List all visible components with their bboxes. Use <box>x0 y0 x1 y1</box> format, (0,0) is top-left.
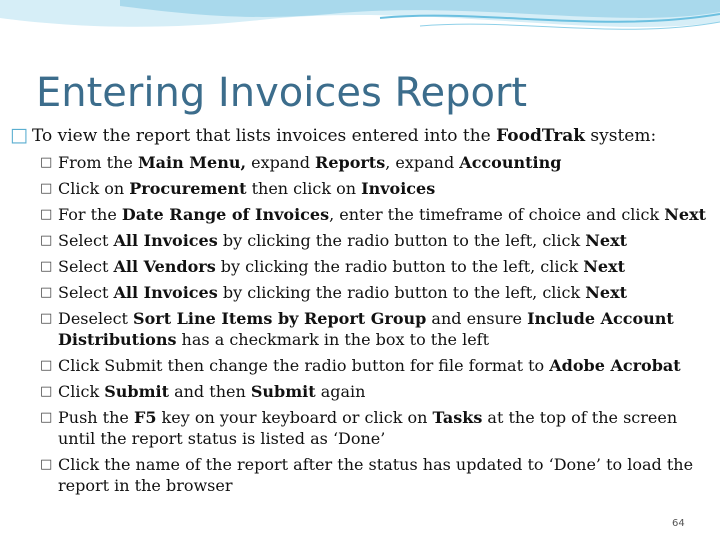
step-text: and then <box>169 382 251 401</box>
step-item <box>40 204 712 225</box>
step-item <box>40 178 712 199</box>
step-bold-text: Main Menu, <box>137 153 247 172</box>
step-text: Click the name of the report after the status has updated to ‘Done’ to load the report in the browser <box>58 455 694 495</box>
step-item <box>40 355 712 376</box>
step-text: Deselect <box>58 309 134 328</box>
step-text: again <box>315 382 366 401</box>
step-text: key on your keyboard or click on <box>156 408 433 427</box>
step-item <box>40 282 712 303</box>
step-bold-text: Include Account Distributions <box>58 309 674 349</box>
step-text: Select <box>58 257 114 276</box>
step-text: by clicking the radio button to the left, click <box>217 231 586 250</box>
instruction-steps-list <box>40 152 712 501</box>
step-bold-text: Sort Line Items by Report Group <box>133 309 427 328</box>
checkbox-bullet-icon: □ <box>40 207 53 222</box>
checkbox-bullet-icon: □ <box>40 311 53 326</box>
step-bold-text: Tasks <box>432 408 483 427</box>
step-item <box>40 308 712 350</box>
step-text: by clicking the radio button to the left, click <box>215 257 584 276</box>
step-bold-text: Submit <box>104 382 169 401</box>
step-text: then click on <box>246 179 362 198</box>
step-bold-text: Next <box>585 231 627 250</box>
step-bold-text: Date Range of Invoices <box>121 205 330 224</box>
step-bold-text: Adobe Acrobat <box>549 356 681 375</box>
step-bold-text: Next <box>585 283 627 302</box>
checkbox-bullet-icon: □ <box>10 124 28 146</box>
step-text: has a checkmark in the box to the left <box>176 330 490 349</box>
step-text: expand <box>246 153 316 172</box>
checkbox-bullet-icon: □ <box>40 457 53 472</box>
step-text: Click <box>58 382 105 401</box>
step-item <box>40 152 712 173</box>
step-bold-text: Submit <box>250 382 316 401</box>
step-bold-text: Procurement <box>129 179 247 198</box>
step-item <box>40 230 712 251</box>
step-item <box>40 407 712 449</box>
step-text: Select <box>58 231 114 250</box>
page-number: 64 <box>672 518 685 529</box>
intro-bullet <box>10 125 715 146</box>
checkbox-bullet-icon: □ <box>40 384 53 399</box>
step-text: by clicking the radio button to the left, click <box>217 283 586 302</box>
header-wave-decoration <box>0 0 720 60</box>
page-title: Entering Invoices Report <box>36 70 528 116</box>
checkbox-bullet-icon: □ <box>40 155 53 170</box>
checkbox-bullet-icon: □ <box>40 358 53 373</box>
step-bold-text: All Invoices <box>113 283 218 302</box>
step-item <box>40 454 712 496</box>
step-bold-text: Reports <box>315 153 386 172</box>
step-text: , enter the timeframe of choice and click <box>329 205 665 224</box>
step-bold-text: All Invoices <box>113 231 218 250</box>
intro-lead: To view the report that lists invoices entered into the <box>31 126 497 146</box>
step-bold-text: F5 <box>133 408 157 427</box>
step-bold-text: All Vendors <box>113 257 216 276</box>
checkbox-bullet-icon: □ <box>40 410 53 425</box>
checkbox-bullet-icon: □ <box>40 285 53 300</box>
step-item <box>40 256 712 277</box>
step-bold-text: Invoices <box>361 179 436 198</box>
step-text: For the <box>58 205 122 224</box>
step-text: Select <box>58 283 114 302</box>
step-text: Push the <box>58 408 134 427</box>
step-bold-text: Next <box>664 205 706 224</box>
checkbox-bullet-icon: □ <box>40 259 53 274</box>
checkbox-bullet-icon: □ <box>40 233 53 248</box>
step-bold-text: Next <box>583 257 625 276</box>
step-text: From the <box>58 153 138 172</box>
step-text: at the top of the screen until the report status is listed as ‘Done’ <box>58 408 678 448</box>
step-item <box>40 381 712 402</box>
step-text: and ensure <box>426 309 528 328</box>
step-text: Click on <box>58 179 130 198</box>
step-bold-text: Accounting <box>459 153 562 172</box>
step-text: Click Submit then change the radio button for file format to <box>58 356 550 375</box>
step-text: , expand <box>385 153 460 172</box>
checkbox-bullet-icon: □ <box>40 181 53 196</box>
intro-brand: FoodTrak <box>496 126 586 146</box>
intro-tail: system: <box>585 126 657 146</box>
